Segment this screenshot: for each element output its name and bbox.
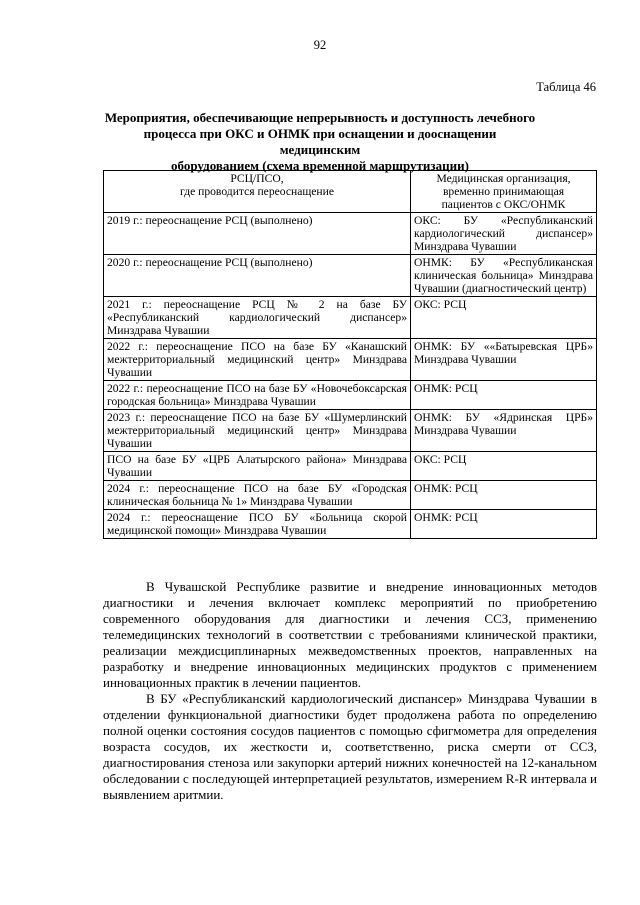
table-row (104, 452, 597, 481)
table-title-line: оборудованием (схема временной маршрутизации) (171, 158, 469, 173)
table-row (104, 410, 597, 452)
cell-receiving-organization: ОНМК: БУ «Ядринская ЦРБ» Минздрава Чувашии (411, 410, 597, 452)
page-number: 92 (313, 38, 327, 52)
cell-rsc-pso: 2022 г.: переоснащение ПСО на базе БУ «Канашский межтерриториальный медицинский центр» Минздрава Чувашии (104, 339, 411, 381)
cell-receiving-organization: ОКС: РСЦ (411, 297, 597, 339)
cell-receiving-organization: ОНМК: БУ «Республиканская клиническая больница» Минздрава Чувашии (диагностический центр) (411, 255, 597, 297)
table-row (104, 481, 597, 510)
cell-rsc-pso: 2023 г.: переоснащение ПСО на базе БУ «Шумерлинский межтерриториальный медицинский центр» Минздрава Чувашии (104, 410, 411, 452)
table-row (104, 255, 597, 297)
body-text (103, 579, 597, 803)
table-row (104, 339, 597, 381)
paragraph: В БУ «Республиканский кардиологический диспансер» Минздрава Чувашии в отделении функциональной диагностики будет продолжена работа по определению полной оценки состояния сосудов пациентов с помощью сфигмометра для определения возраста сосудов, их жесткости и, соответственно, риска смерти от ССЗ, диагностирования стеноза или закупорки артерий нижних конечностей на 12-канальном обследовании с последующей интерпретацией результатов, измерением R-R интервала и выявлением аритмии. (103, 691, 597, 802)
cell-receiving-organization: ОНМК: РСЦ (411, 381, 597, 410)
table-row (104, 213, 597, 255)
cell-receiving-organization: ОКС: РСЦ (411, 452, 597, 481)
cell-receiving-organization: ОНМК: РСЦ (411, 481, 597, 510)
table-title-line: процесса при ОКС и ОНМК при оснащении и дооснащении медицинским (143, 126, 497, 157)
table-title (104, 110, 536, 174)
cell-rsc-pso: 2024 г.: переоснащение ПСО на базе БУ «Городская клиническая больница № 1» Минздрава Чувашии (104, 481, 411, 510)
cell-rsc-pso: 2024 г.: переоснащение ПСО БУ «Больница скорой медицинской помощи» Минздрава Чувашии (104, 510, 411, 539)
cell-receiving-organization: ОКС: БУ «Республиканский кардиологический диспансер» Минздрава Чувашии (411, 213, 597, 255)
cell-rsc-pso: 2020 г.: переоснащение РСЦ (выполнено) (104, 255, 411, 297)
table-header-row (104, 171, 597, 213)
cell-receiving-organization: ОНМК: РСЦ (411, 510, 597, 539)
table-row (104, 381, 597, 410)
table-row (104, 297, 597, 339)
table-row (104, 510, 597, 539)
cell-rsc-pso: ПСО на базе БУ «ЦРБ Алатырского района» Минздрава Чувашии (104, 452, 411, 481)
cell-rsc-pso: 2022 г.: переоснащение ПСО на базе БУ «Новочебоксарская городская больница» Минздрава Чувашии (104, 381, 411, 410)
cell-rsc-pso: 2021 г.: переоснащение РСЦ № 2 на базе БУ «Республиканский кардиологический диспансер» Минздрава Чувашии (104, 297, 411, 339)
paragraph: В Чувашской Республике развитие и внедрение инновационных методов диагностики и лечения включает комплекс мероприятий по приобретению современного оборудования для диагностики и лечения ССЗ, применению телемедицинских технологий в соответствии с требованиями клинической практики, реализации междисциплинарных межведомственных проектов, направленных на разработку и внедрение инновационных медицинских продуктов с применением инновационных практик в лечении пациентов. (103, 579, 597, 690)
header-receiving-organization: Медицинская организация, временно принимающая пациентов с ОКС/ОНМК (411, 171, 597, 213)
cell-rsc-pso: 2019 г.: переоснащение РСЦ (выполнено) (104, 213, 411, 255)
table-number: Таблица 46 (536, 80, 596, 94)
header-rsc-pso: РСЦ/ПСО, где проводится переоснащение (104, 171, 411, 213)
cell-receiving-organization: ОНМК: БУ ««Батыревская ЦРБ» Минздрава Чувашии (411, 339, 597, 381)
routing-table (103, 170, 597, 539)
table-title-line: Мероприятия, обеспечивающие непрерывность и доступность лечебного (104, 110, 536, 125)
